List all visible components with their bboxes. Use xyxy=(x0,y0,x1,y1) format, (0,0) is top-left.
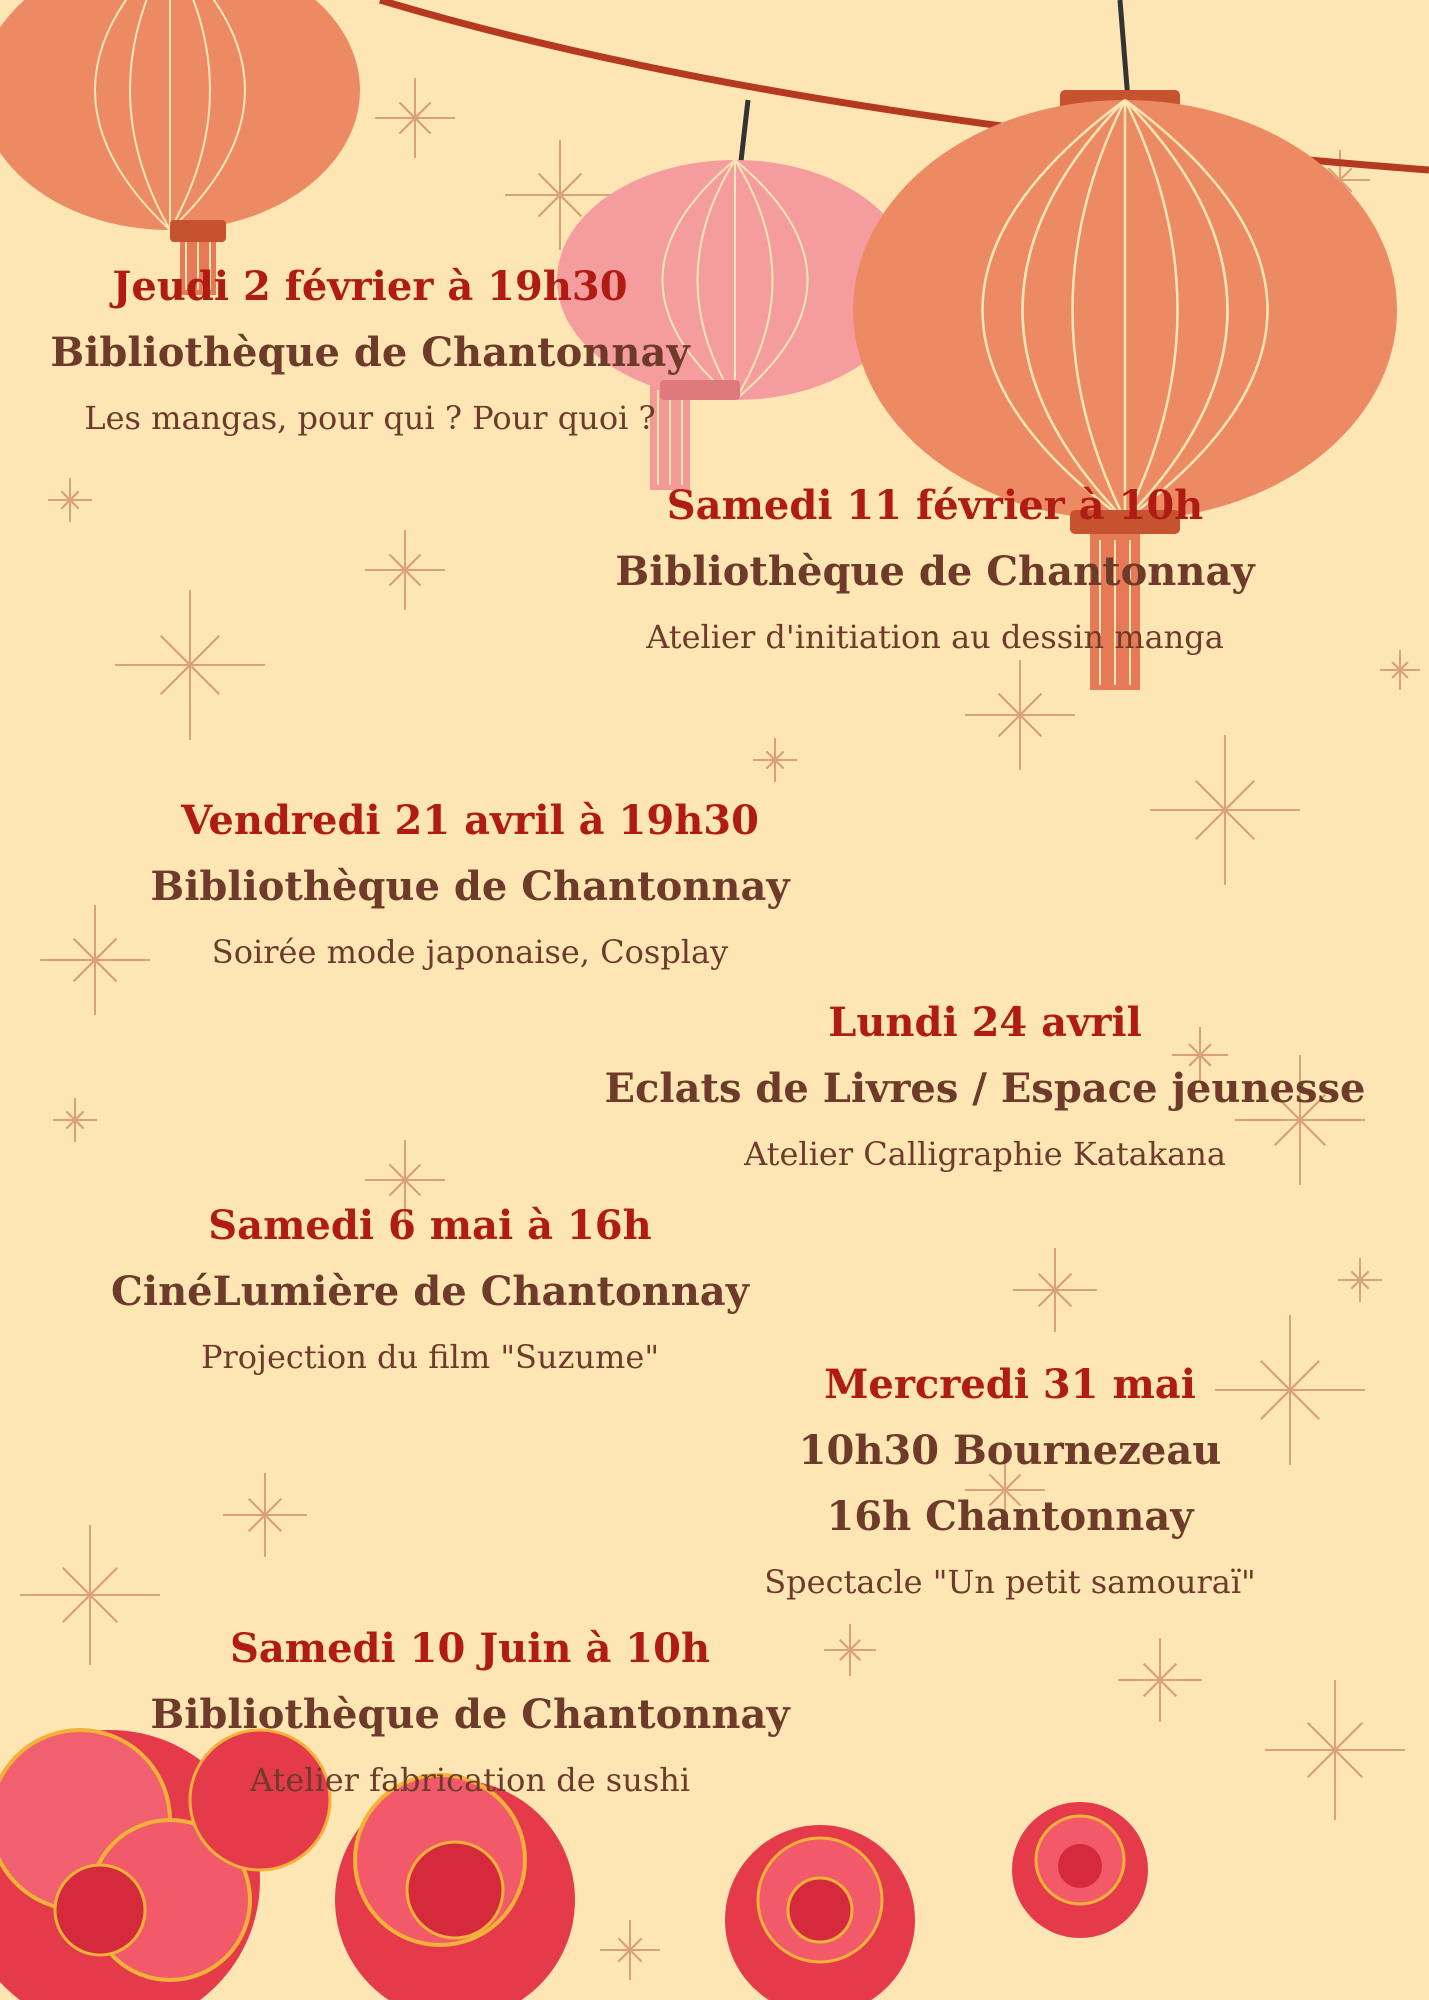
event-2 xyxy=(555,473,1315,669)
event-date: Samedi 6 mai à 16h xyxy=(208,1202,652,1249)
event-7 xyxy=(100,1616,840,1812)
event-description: Les mangas, pour qui ? Pour quoi ? xyxy=(84,399,656,437)
event-6 xyxy=(680,1352,1340,1614)
peony-flower-icon xyxy=(1012,1802,1148,1938)
event-venue: Eclats de Livres / Espace jeunesse xyxy=(604,1065,1366,1112)
event-date: Lundi 24 avril xyxy=(828,999,1142,1046)
peony-flower-icon xyxy=(725,1825,915,2000)
event-venue: CinéLumière de Chantonnay xyxy=(111,1268,749,1315)
event-1 xyxy=(30,254,710,450)
event-description: Projection du film "Suzume" xyxy=(200,1338,660,1376)
event-description: Atelier d'initiation au dessin manga xyxy=(646,618,1224,656)
event-venue: 10h30 Bournezeau xyxy=(798,1427,1222,1474)
lantern-cord xyxy=(740,100,748,170)
event-venue-2: 16h Chantonnay xyxy=(826,1493,1194,1540)
event-description: Atelier Calligraphie Katakana xyxy=(744,1135,1226,1173)
event-venue: Bibliothèque de Chantonnay xyxy=(615,548,1255,595)
event-date: Jeudi 2 février à 19h30 xyxy=(112,263,628,310)
event-venue: Bibliothèque de Chantonnay xyxy=(150,863,790,910)
event-description: Spectacle "Un petit samouraï" xyxy=(764,1563,1256,1601)
event-venue: Bibliothèque de Chantonnay xyxy=(50,329,690,376)
lantern-icon xyxy=(0,0,360,295)
lantern-cord xyxy=(1120,0,1128,100)
event-description: Soirée mode japonaise, Cosplay xyxy=(211,933,729,971)
event-date: Vendredi 21 avril à 19h30 xyxy=(181,797,759,844)
event-date: Mercredi 31 mai xyxy=(824,1361,1196,1408)
event-3 xyxy=(100,788,840,984)
event-venue: Bibliothèque de Chantonnay xyxy=(150,1691,790,1738)
event-4 xyxy=(560,990,1410,1186)
event-date: Samedi 11 février à 10h xyxy=(666,482,1204,529)
event-date: Samedi 10 Juin à 10h xyxy=(229,1625,711,1672)
event-description: Atelier fabrication de sushi xyxy=(249,1761,691,1799)
